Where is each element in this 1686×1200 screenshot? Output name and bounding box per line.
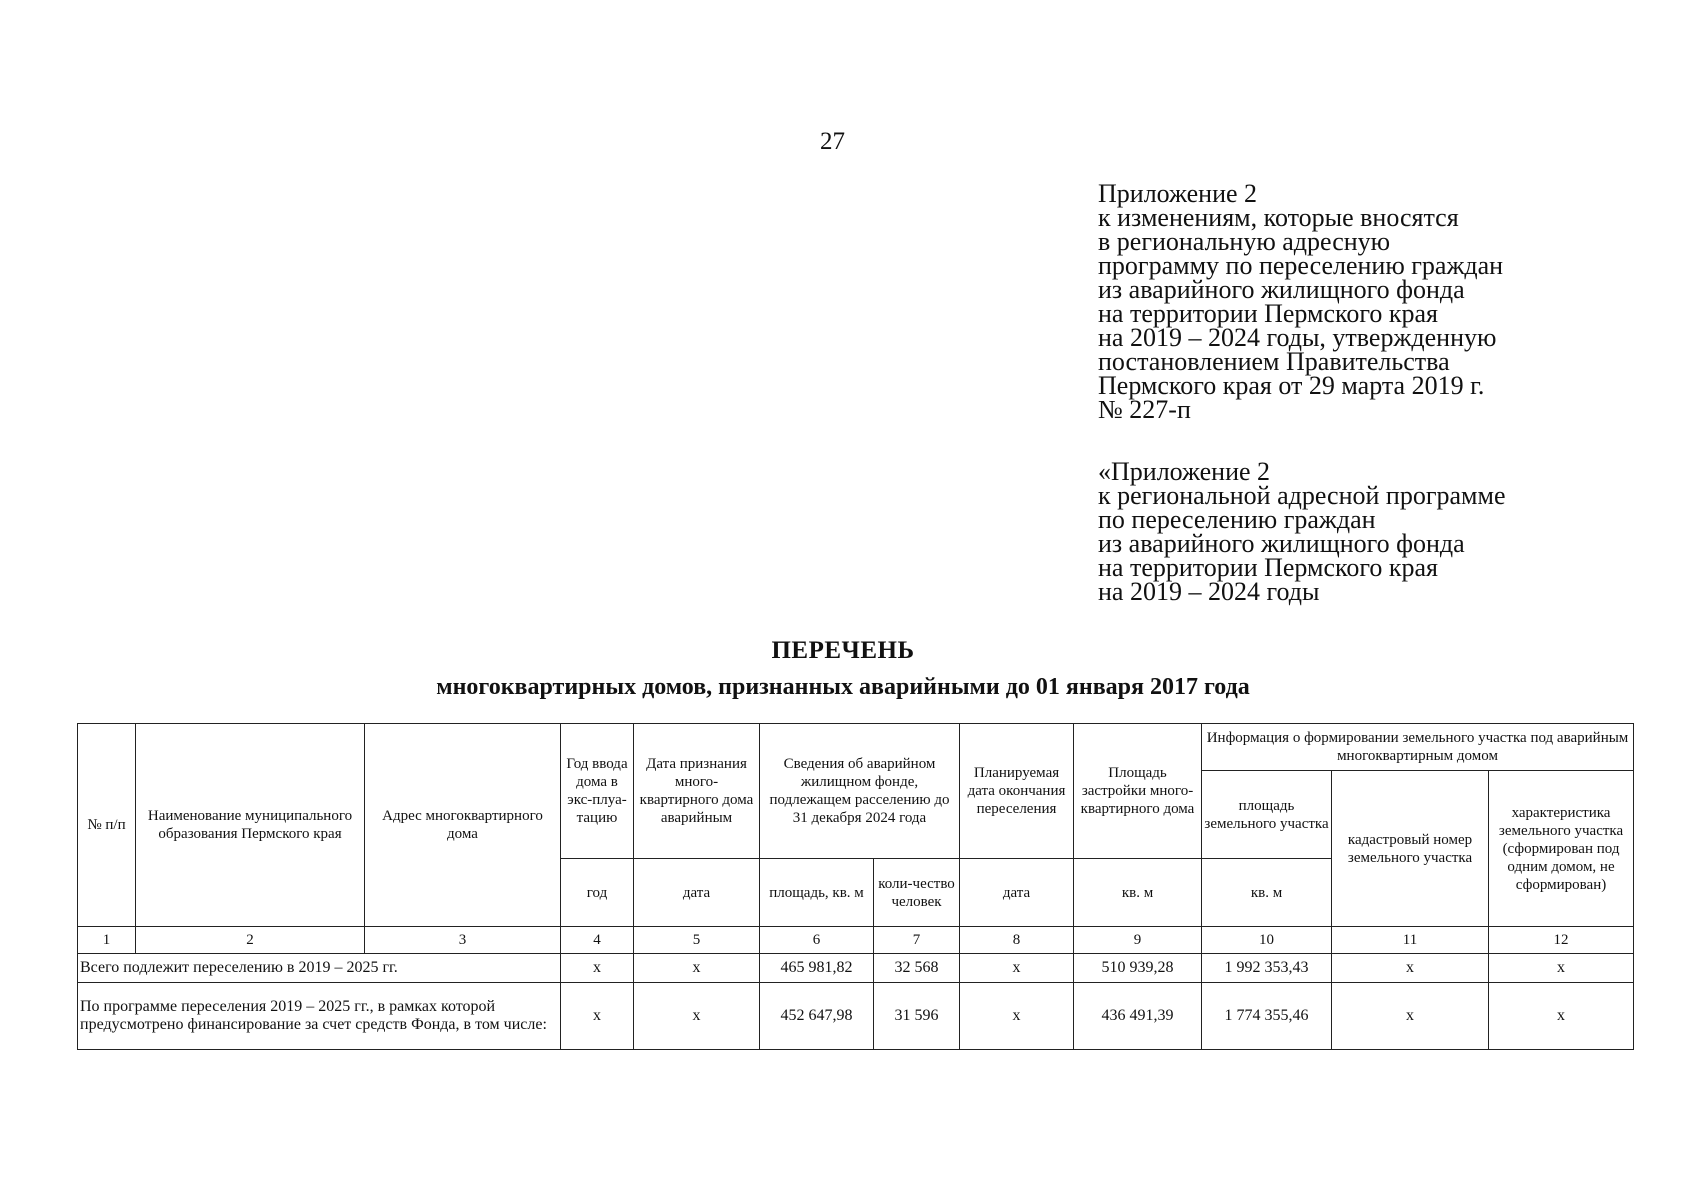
appendix-line: по переселению граждан [1098,505,1376,534]
appendix-line: на территории Пермского края [1098,299,1438,328]
cell-recognition: х [634,983,760,1050]
header-land-area: площадь земельного участка [1202,771,1332,859]
header-land-char: характеристика земельного участка (сформирован под одним домом, не сформирован) [1489,771,1634,927]
cell-built-area: 510 939,28 [1074,954,1202,983]
appendix-line: в региональную адресную [1098,227,1391,256]
cell-area: 465 981,82 [760,954,874,983]
table-row [78,983,1634,1050]
header-address: Адрес многоквартирного дома [365,724,561,927]
subheader-land: кв. м [1202,859,1332,927]
cell-land-char: х [1489,954,1634,983]
header-municipality: Наименование муниципального образования Пермского края [136,724,365,927]
row-label: По программе переселения 2019 – 2025 гг., в рамках которой предусмотрено финансирование за счет средств Фонда, в том числе: [78,983,561,1050]
subheader-planned: дата [960,859,1074,927]
cell-recognition: х [634,954,760,983]
header-num: № п/п [78,724,136,927]
subheader-built: кв. м [1074,859,1202,927]
cell-cadastral: х [1332,954,1489,983]
column-number: 10 [1202,927,1332,954]
cell-planned: х [960,954,1074,983]
document-title: ПЕРЕЧЕНЬ [771,637,915,664]
cell-land-char: х [1489,983,1634,1050]
table-header-row [78,724,1634,771]
column-number: 3 [365,927,561,954]
column-number: 11 [1332,927,1489,954]
cell-planned: х [960,983,1074,1050]
header-planned: Планируемая дата окончания переселения [960,724,1074,859]
housing-table [77,723,1634,1050]
column-number: 2 [136,927,365,954]
subheader-area: площадь, кв. м [760,859,874,927]
appendix-line: «Приложение 2 [1098,457,1271,486]
page-number: 27 [820,128,845,155]
header-recognition: Дата признания много-квартирного дома аварийным [634,724,760,859]
cell-land-area: 1 774 355,46 [1202,983,1332,1050]
subheader-year: год [561,859,634,927]
column-number: 5 [634,927,760,954]
appendix-line: постановлением Правительства [1098,347,1450,376]
column-number: 1 [78,927,136,954]
appendix-line: Пермского края от 29 марта 2019 г. [1098,371,1485,400]
appendix-note [1098,179,1504,424]
document-subtitle: многоквартирных домов, признанных аварийными до 01 января 2017 года [436,674,1250,700]
appendix-line: из аварийного жилищного фонда [1098,275,1465,304]
appendix-line: из аварийного жилищного фонда [1098,529,1465,558]
subheader-people: коли-чество человек [874,859,960,927]
appendix-line: к изменениям, которые вносятся [1098,203,1459,232]
appendix-line: программу по переселению граждан [1098,251,1504,280]
cell-people: 32 568 [874,954,960,983]
row-label: Всего подлежит переселению в 2019 – 2025 гг. [78,954,561,983]
subheader-recognition: дата [634,859,760,927]
cell-year: х [561,983,634,1050]
appendix-line: Приложение 2 [1098,179,1258,208]
cell-built-area: 436 491,39 [1074,983,1202,1050]
column-number: 7 [874,927,960,954]
cell-year: х [561,954,634,983]
column-number: 6 [760,927,874,954]
cell-land-area: 1 992 353,43 [1202,954,1332,983]
column-number-row [78,927,1634,954]
appendix-quote [1098,457,1506,606]
column-number: 12 [1489,927,1634,954]
appendix-line: № 227-п [1098,395,1191,424]
cell-area: 452 647,98 [760,983,874,1050]
header-cadastral: кадастровый номер земельного участка [1332,771,1489,927]
column-number: 8 [960,927,1074,954]
header-area: Площадь застройки много-квартирного дома [1074,724,1202,859]
table-row [78,954,1634,983]
cell-cadastral: х [1332,983,1489,1050]
column-number: 9 [1074,927,1202,954]
header-year: Год ввода дома в экс-плуа-тацию [561,724,634,859]
column-number: 4 [561,927,634,954]
appendix-line: к региональной адресной программе [1098,481,1506,510]
cell-people: 31 596 [874,983,960,1050]
header-land-info: Информация о формировании земельного участка под аварийным многоквартирным домом [1202,724,1634,771]
header-emergency: Сведения об аварийном жилищном фонде, подлежащем расселению до 31 декабря 2024 года [760,724,960,859]
appendix-line: на 2019 – 2024 годы [1098,577,1320,606]
appendix-line: на территории Пермского края [1098,553,1438,582]
appendix-line: на 2019 – 2024 годы, утвержденную [1098,323,1497,352]
